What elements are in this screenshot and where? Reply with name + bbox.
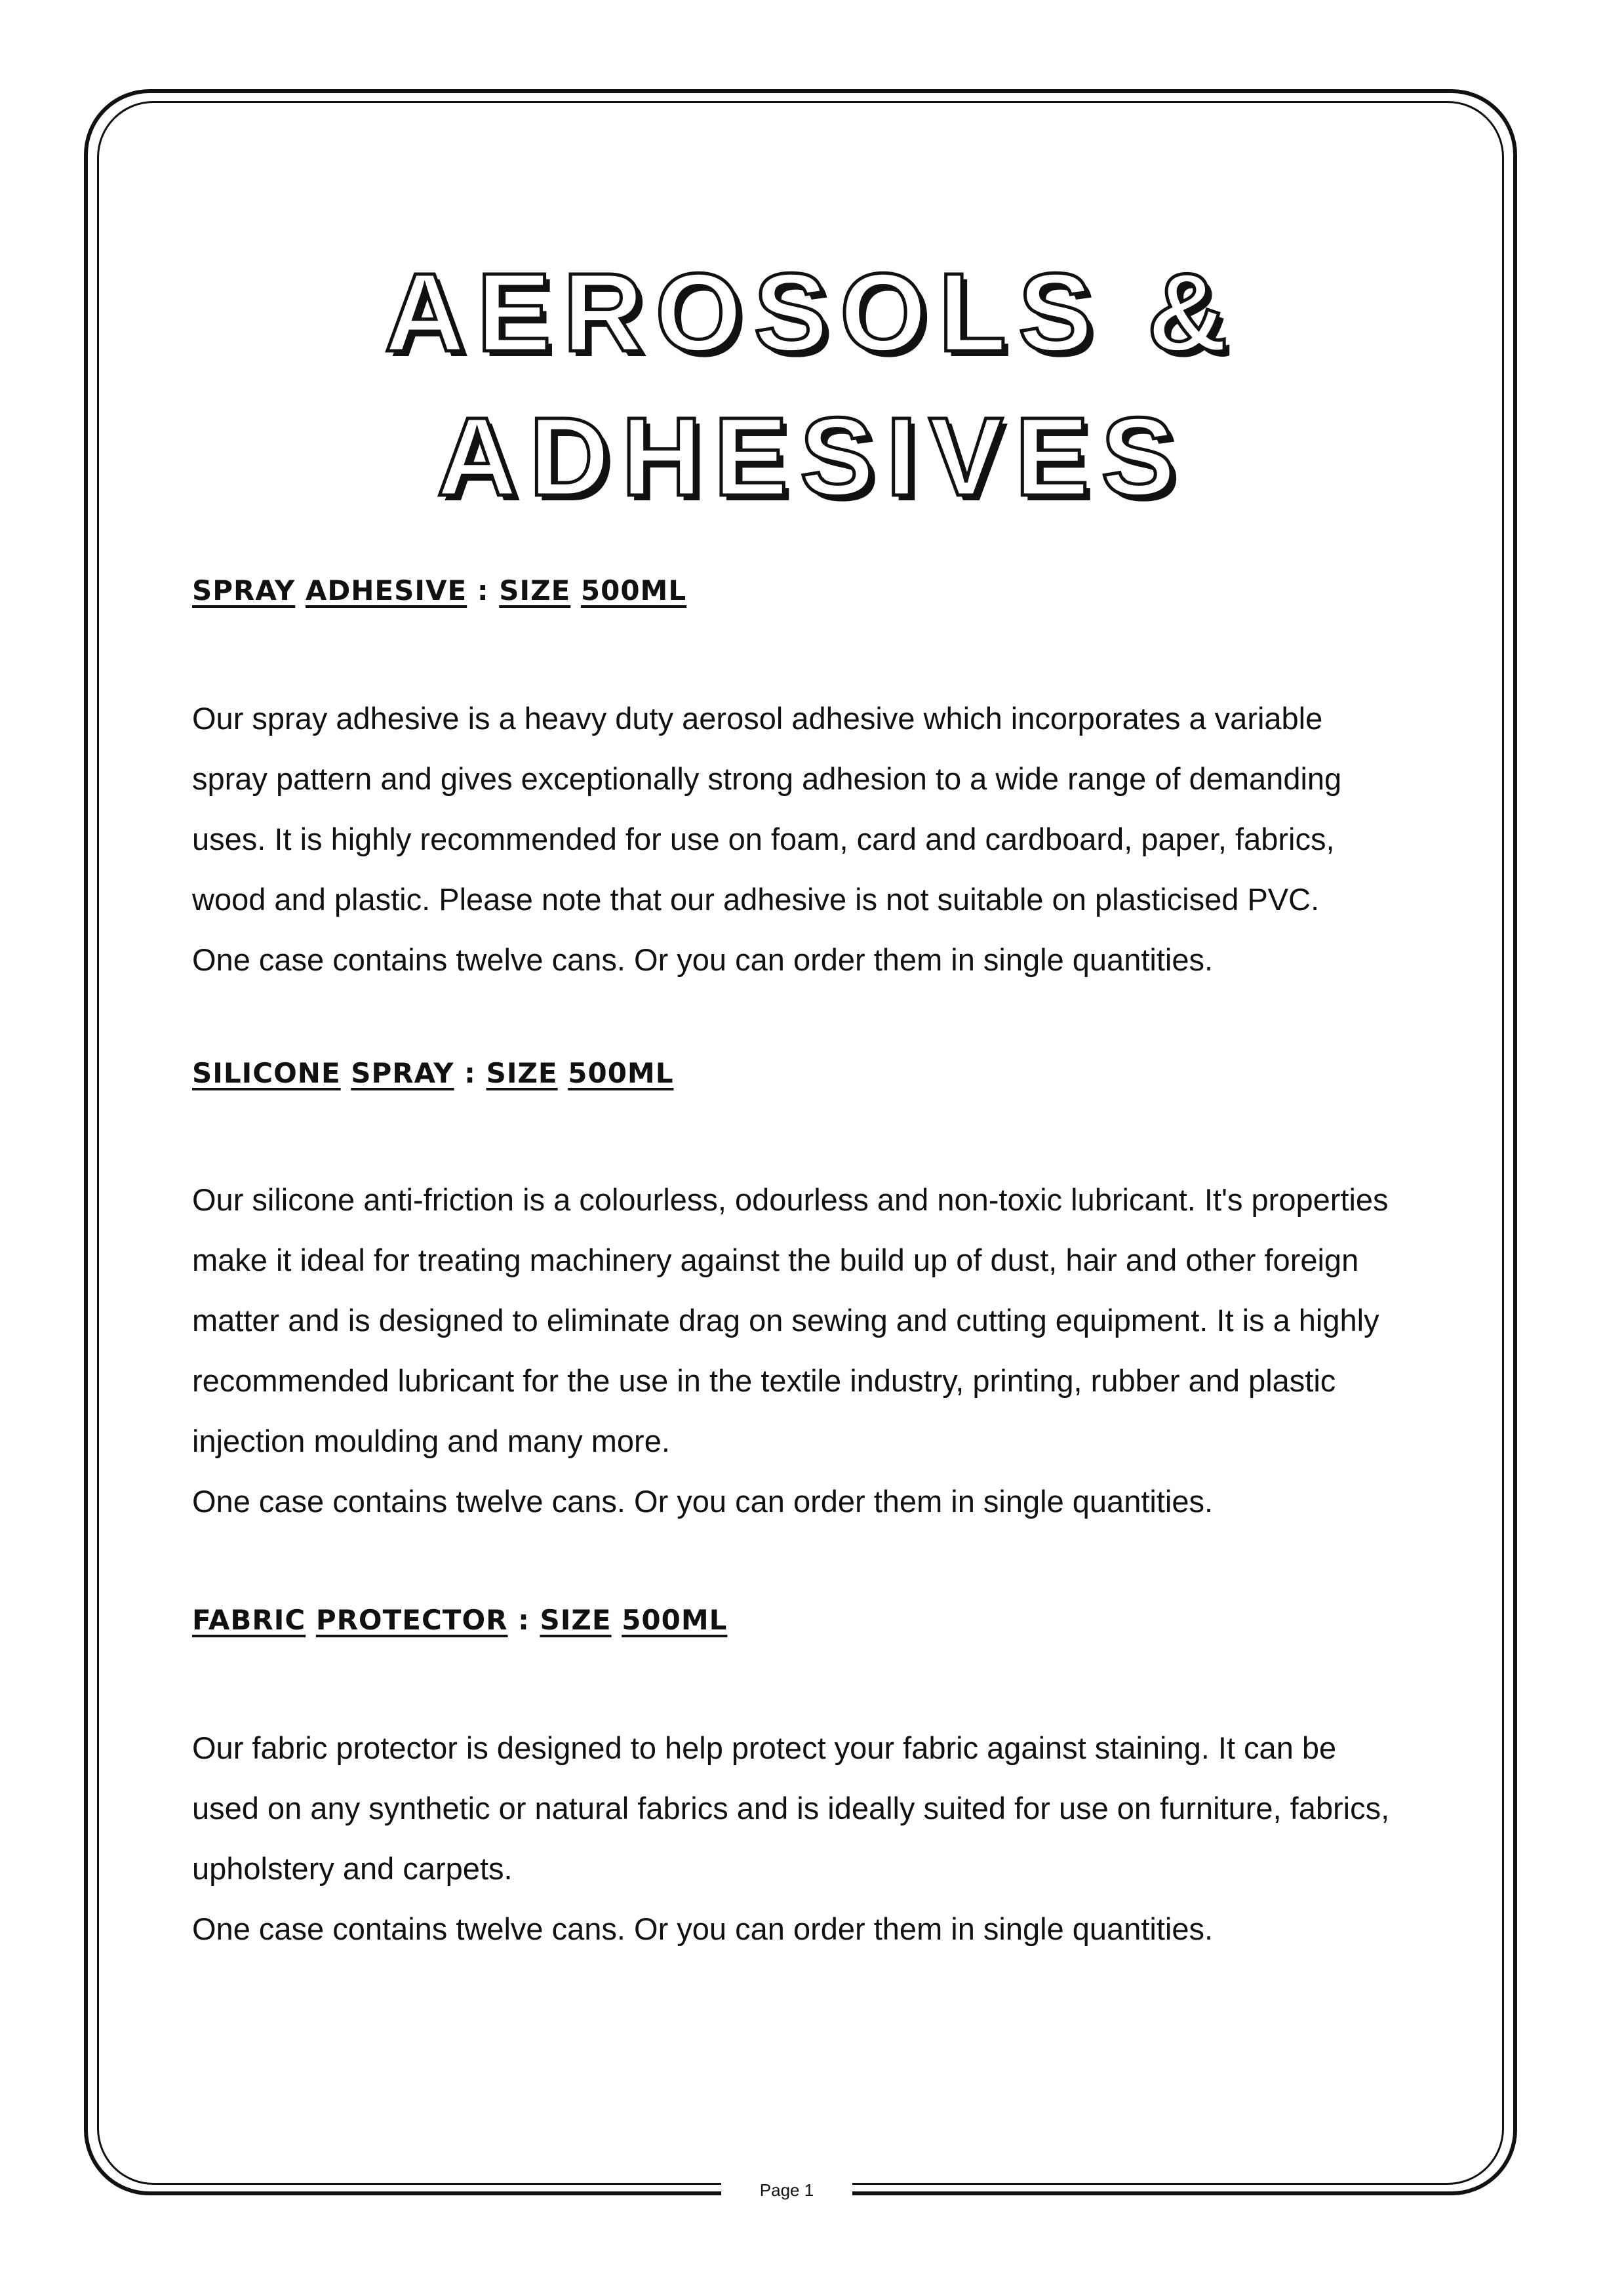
body-line: uses. It is highly recommended for use on foam, card and cardboard, paper, fabrics, (192, 822, 1335, 856)
section-heading-fabric-protector (192, 1604, 727, 1636)
body-line: upholstery and carpets. (192, 1851, 513, 1886)
page-number: Page 1 (721, 2176, 852, 2205)
body-line: Our fabric protector is designed to help protect your fabric against staining. It can be (192, 1730, 1337, 1765)
heading-product-word: PROTECTOR (315, 1604, 508, 1636)
heading-separator: : (518, 1604, 530, 1636)
page-title-line-1: AEROSOLS & (384, 250, 1240, 375)
section-body-spray-adhesive (192, 688, 1503, 990)
heading-size-value: 500ML (622, 1604, 728, 1636)
heading-size-value: 500ML (568, 1057, 674, 1089)
body-line: spray pattern and gives exceptionally strong adhesion to a wide range of demanding (192, 761, 1342, 796)
body-line: Our spray adhesive is a heavy duty aerosol adhesive which incorporates a variable (192, 701, 1323, 736)
heading-separator: : (464, 1057, 476, 1089)
body-line: One case contains twelve cans. Or you can order them in single quantities. (192, 1911, 1214, 1946)
body-line: One case contains twelve cans. Or you can order them in single quantities. (192, 942, 1214, 977)
body-line: make it ideal for treating machinery against the build up of dust, hair and other foreign (192, 1243, 1359, 1277)
heading-product: SILICONE (192, 1057, 341, 1089)
body-line: One case contains twelve cans. Or you can order them in single quantities. (192, 1484, 1214, 1519)
heading-product-word: SPRAY (351, 1057, 454, 1089)
heading-size-label: SIZE (486, 1057, 558, 1089)
body-line: injection moulding and many more. (192, 1424, 670, 1458)
heading-size-label: SIZE (499, 574, 571, 607)
heading-size-label: SIZE (540, 1604, 612, 1636)
heading-product-word: ADHESIVE (305, 574, 467, 607)
section-body-fabric-protector (192, 1718, 1503, 1959)
page-title-line-2: ADHESIVES (437, 395, 1187, 519)
body-line: Our silicone anti-friction is a colourless, odourless and non-toxic lubricant. It's properties (192, 1182, 1389, 1217)
heading-size-value: 500ML (580, 574, 687, 607)
section-heading-spray-adhesive (192, 574, 686, 607)
heading-product: SPRAY (192, 574, 296, 607)
body-line: recommended lubricant for the use in the textile industry, printing, rubber and plastic (192, 1363, 1336, 1398)
body-line: used on any synthetic or natural fabrics and is ideally suited for use on furniture, fabrics, (192, 1791, 1390, 1826)
section-body-silicone-spray (192, 1170, 1503, 1532)
heading-product: FABRIC (192, 1604, 306, 1636)
heading-separator: : (477, 574, 489, 607)
body-line: matter and is designed to eliminate drag on sewing and cutting equipment. It is a highly (192, 1303, 1379, 1338)
body-line: wood and plastic. Please note that our adhesive is not suitable on plasticised PVC. (192, 882, 1320, 917)
section-heading-silicone-spray (192, 1057, 673, 1089)
